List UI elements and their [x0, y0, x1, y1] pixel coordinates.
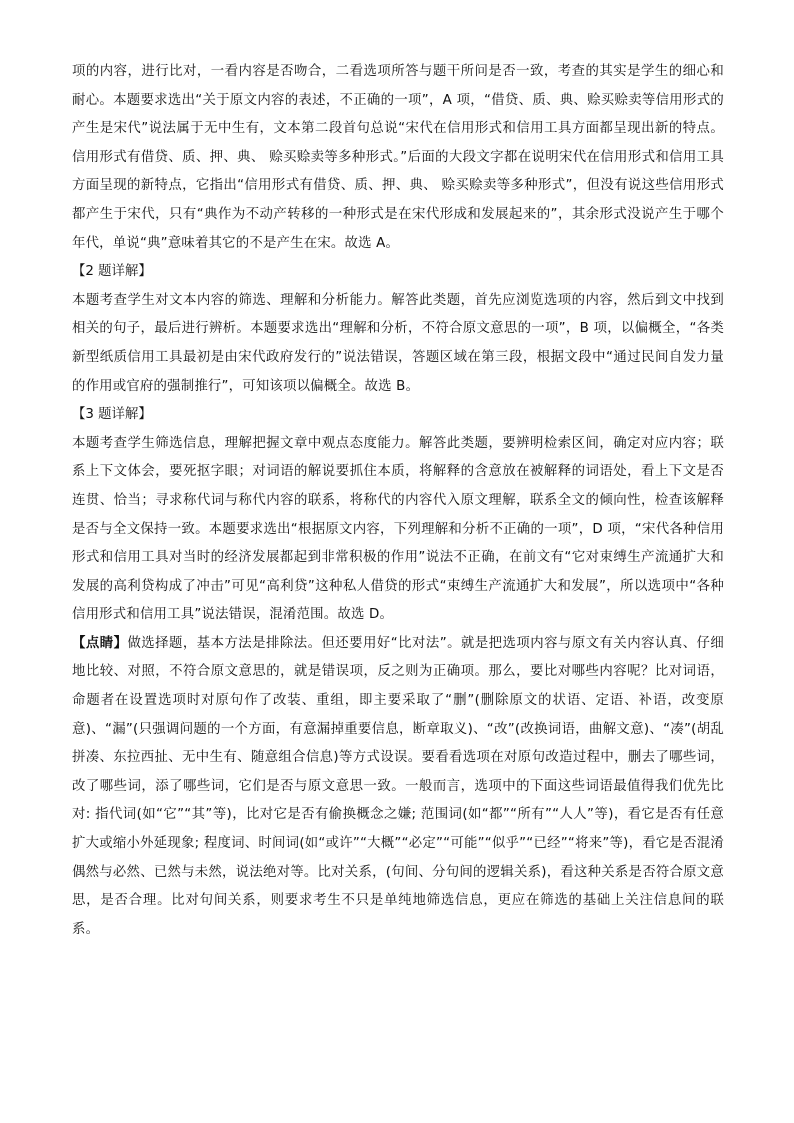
paragraph-q3-analysis: 本题考查学生筛选信息，理解把握文章中观点态度能力。解答此类题，要辨明检索区间，确定对应内容；联系上下文体会，要死抠字眼；对词语的解说要抓住本质，将解释的含意放在被解释的词语处，看上下文是否连贯、恰当；寻求称代词与称代内容的联系，将称代的内容代入原文理解，联系全文的倾向性，检查该解释是否与全文保持一致。本题要求选出“根据原文内容，下列理解和分析不正确的一项”，D 项，“宋代各种信用形式和信用工具对当时的经济发展都起到非常积极的作用”说法不正确，在前文有“它对束缚生产流通扩大和发展的高利贷构成了冲击”可见“高利贷”这种私人借贷的形式“束缚生产流通扩大和发展”，所以选项中“各种信用形式和信用工具”说法错误，混淆范围。故选 D。 [72, 435, 724, 623]
document-page [72, 58, 724, 944]
tip-label: 【点睛】 [72, 635, 128, 651]
heading-q2-detail: 【2 题详解】 [72, 264, 152, 280]
paragraph-q1-analysis: 项的内容，进行比对，一看内容是否吻合，二看选项所答与题干所问是否一致，考查的其实是学生的细心和耐心。本题要求选出“关于原文内容的表述，不正确的一项”，A 项，“借贷、质、典、赊买赊卖等信用形式的产生是宋代”说法属于无中生有，文本第二段首句总说“宋代在信用形式和信用工具方面都呈现出新的特点。信用形式有借贷、质、押、典、 赊买赊卖等多种形式。”后面的大段文字都在说明宋代在信用形式和信用工具方面呈现的新特点，它指出“信用形式有借贷、质、押、典、 赊买赊卖等多种形式”，但没有说这些信用形式都产生于宋代，只有“典作为不动产转移的一种形式是在宋代形成和发展起来的”，其余形式没说产生于哪个年代，单说“典”意味着其它的不是产生在宋。故选 A。 [72, 64, 724, 251]
tip-text: 做选择题，基本方法是排除法。但还要用好“比对法”。就是把选项内容与原文有关内容认真、仔细地比较、对照，不符合原文意思的，就是错误项，反之则为正确项。那么，要比对哪些内容呢？比对词语，命题者在设置选项时对原句作了改装、重组，即主要采取了“删”(删除原文的状语、定语、补语，改变原意)、“漏”(只强调问题的一个方面，有意漏掉重要信息，断章取义)、“改”(改换词语，曲解文意)、“凑”(胡乱拼凑、东拉西扯、无中生有、随意组合信息)等方式设误。要看看选项在对原句改造过程中，删去了哪些词，改了哪些词，添了哪些词，它们是否与原文意思一致。一般而言，选项中的下面这些词语最值得我们优先比对: 指代词(如“它”“其”等)，比对它是否有偷换概念之嫌; 范围词(如“都”“所有”“人人”等)，看它是否有任意扩大或缩小外延现象; 程度词、时间词(如“或许”“大概”“必定”“可能”“似乎”“已经”“将来”等)，看它是否混淆偶然与必然、已然与未然，说法绝对等。比对关系，(句间、分句间的逻辑关系)，看这种关系是否符合原文意思，是否合理。比对句间关系，则要求考生不只是单纯地筛选信息，更应在筛选的基础上关注信息间的联系。 [72, 635, 724, 937]
paragraph-tip [72, 630, 724, 945]
heading-q3-detail: 【3 题详解】 [72, 407, 152, 423]
paragraph-q2-analysis: 本题考查学生对文本内容的筛选、理解和分析能力。解答此类题，首先应浏览选项的内容，然后到文中找到相关的句子，最后进行辨析。本题要求选出“理解和分析，不符合原文意思的一项”，B 项，以偏概全，“各类新型纸质信用工具最初是由宋代政府发行的”说法错误，答题区域在第三段，根据文段中“通过民间自发力量的作用或官府的强制推行”，可知该项以偏概全。故选 B。 [72, 292, 724, 394]
